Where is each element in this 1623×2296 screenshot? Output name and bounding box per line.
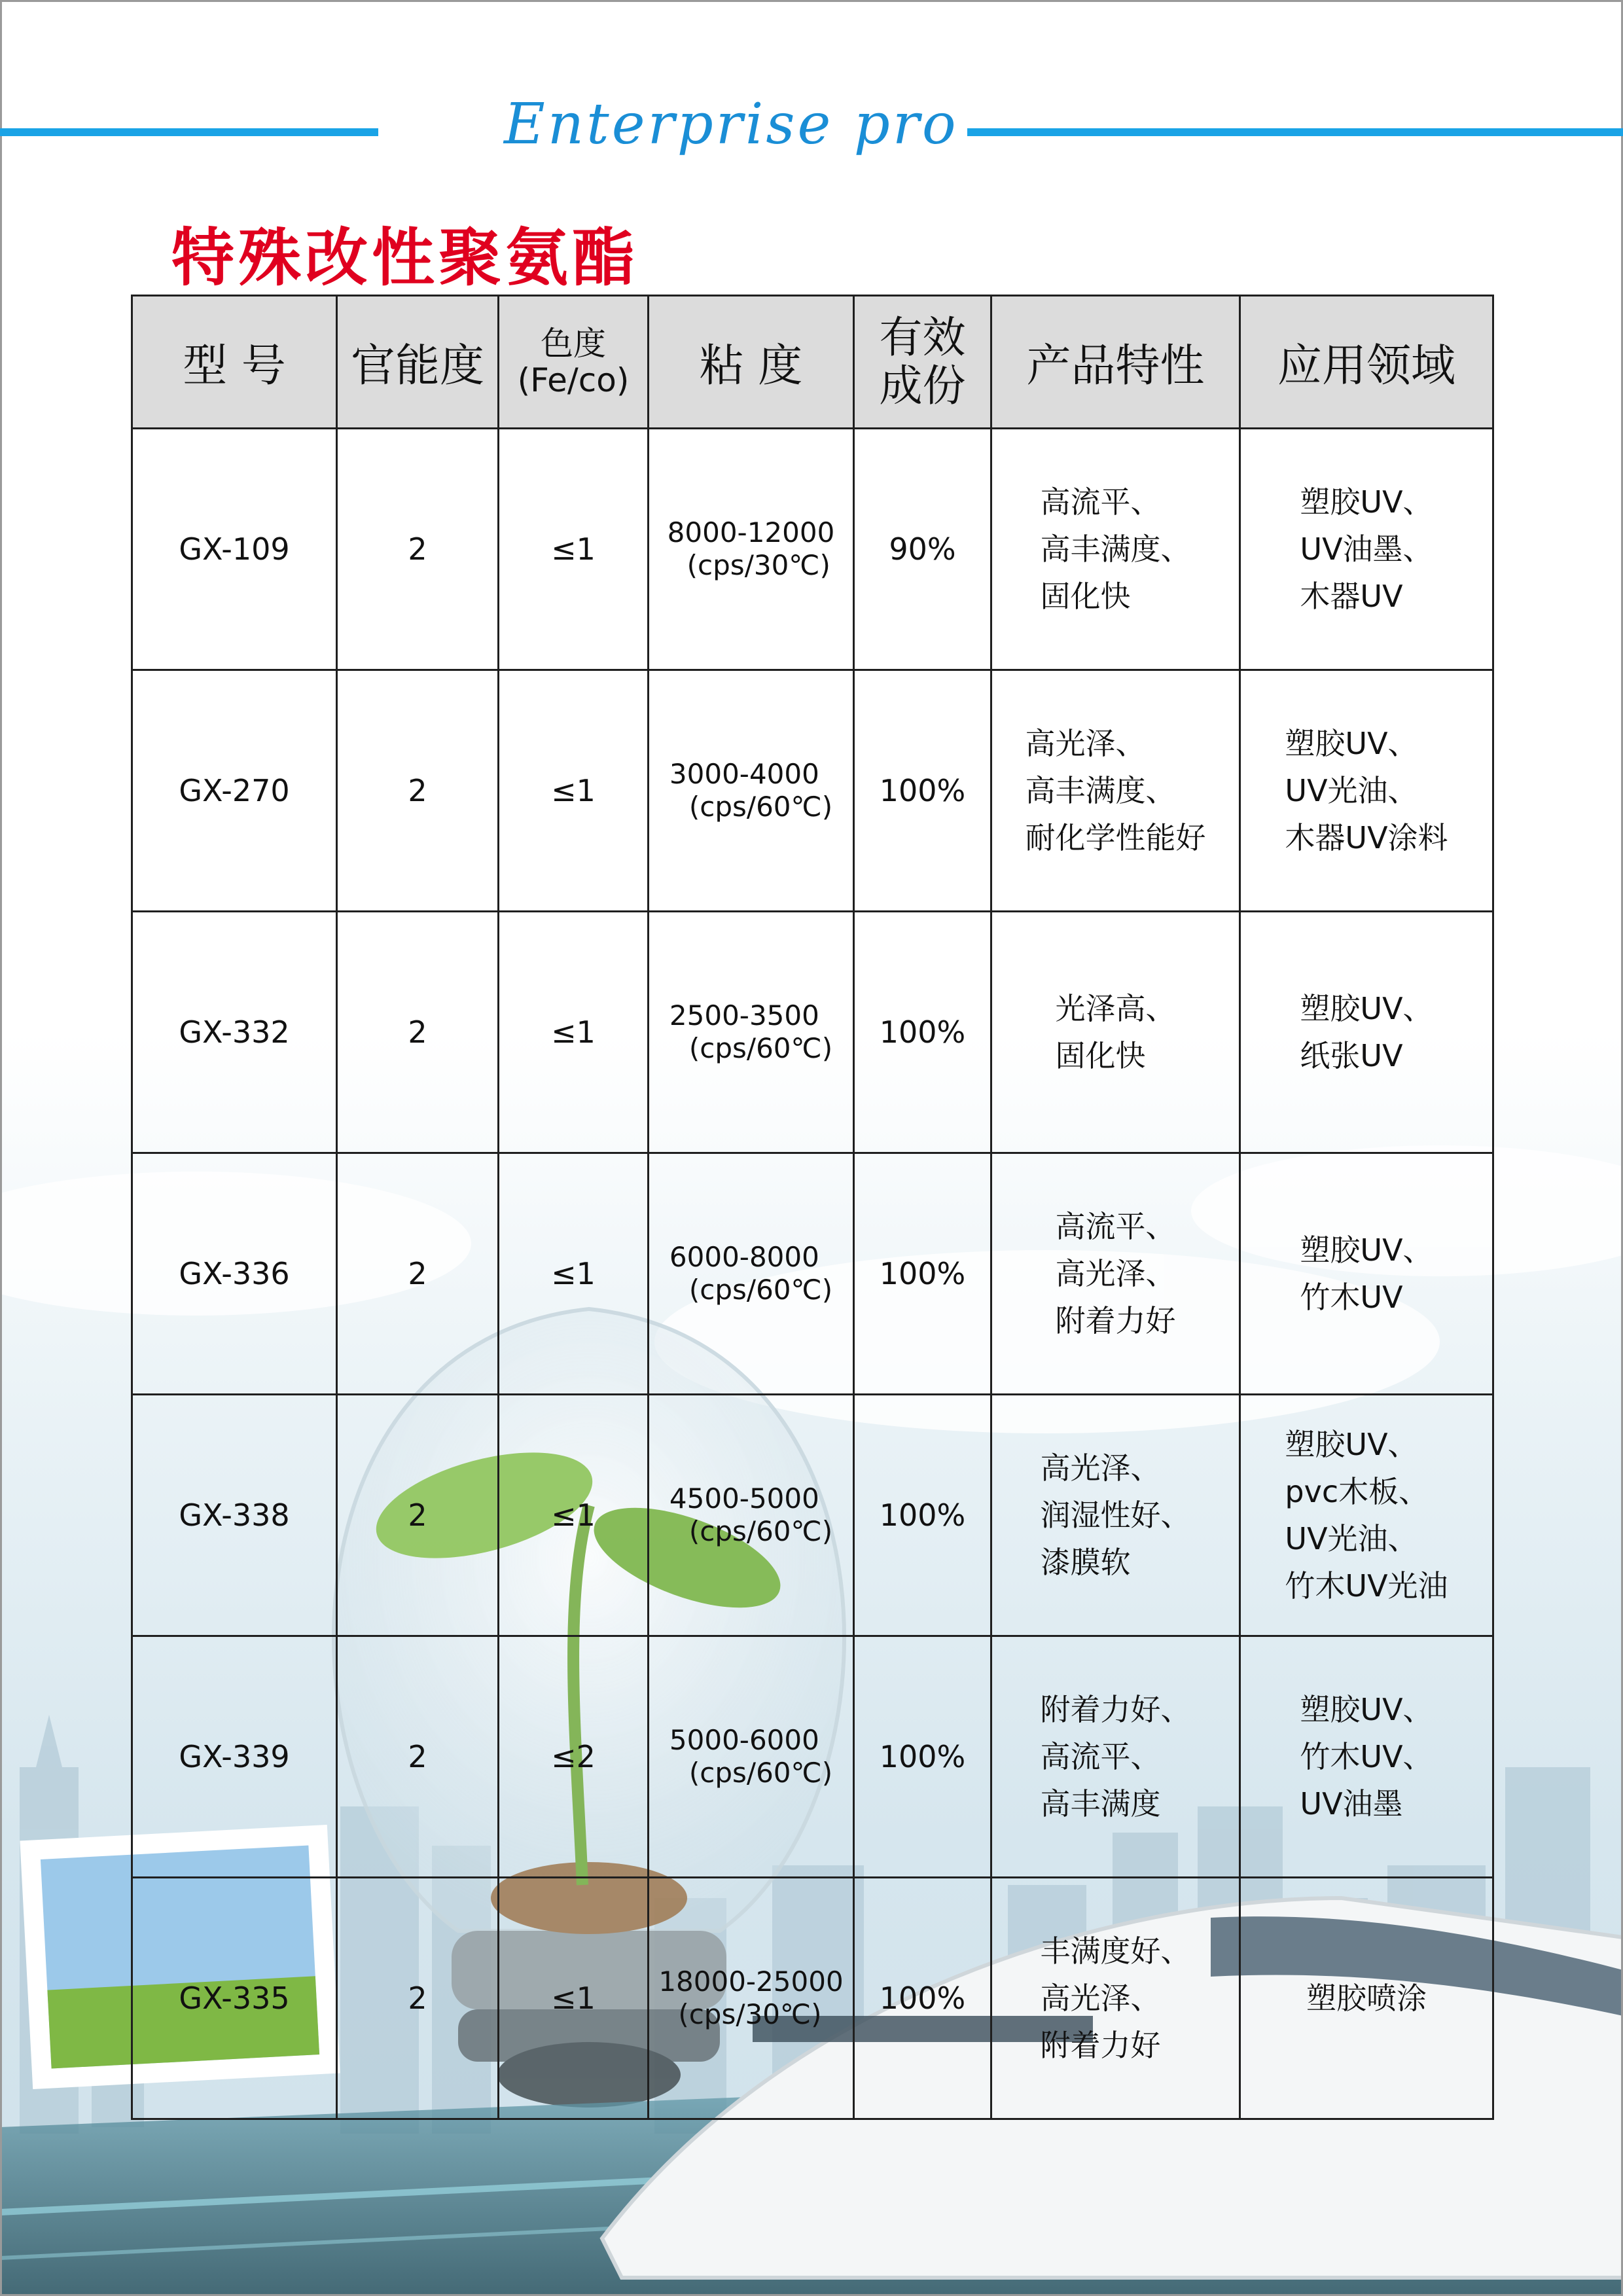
model-cell: GX-109	[132, 429, 337, 670]
viscosity-value-group	[669, 758, 832, 823]
table-row	[132, 1878, 1493, 2119]
applications-cell	[1240, 1878, 1493, 2119]
applications-line: 木器UV涂料	[1285, 820, 1448, 855]
viscosity-cell	[649, 1878, 854, 2119]
features-line: 高光泽、	[1055, 1256, 1176, 1291]
color-cell: ≤1	[499, 429, 649, 670]
viscosity-range: 18000-25000	[658, 1965, 844, 1998]
table-row	[132, 429, 1493, 670]
solid-content-cell: 90%	[854, 429, 991, 670]
viscosity-unit: (cps/60℃)	[688, 1515, 833, 1547]
column-header-solid-line1: 有效	[879, 312, 966, 363]
table-row	[132, 912, 1493, 1153]
functionality-cell: 2	[337, 1153, 499, 1395]
solid-content-cell: 100%	[854, 1636, 991, 1878]
model-cell: GX-335	[132, 1878, 337, 2119]
features-line: 漆膜软	[1040, 1545, 1131, 1580]
viscosity-range: 4500-5000	[669, 1482, 819, 1515]
features-cell-lines	[1026, 720, 1206, 861]
applications-cell-lines	[1306, 1975, 1427, 2022]
features-line: 丰满度好、	[1040, 1933, 1191, 1969]
features-line: 高光泽、	[1040, 1450, 1161, 1486]
features-line: 高流平、	[1055, 1209, 1176, 1244]
column-header-solid-line2: 成份	[879, 361, 966, 411]
features-line: 高丰满度、	[1025, 773, 1176, 808]
solid-content-cell: 100%	[854, 1153, 991, 1395]
table-row	[132, 1153, 1493, 1395]
applications-line: 塑胶UV、	[1300, 1232, 1433, 1268]
features-cell	[991, 1878, 1240, 2119]
color-cell: ≤1	[499, 1878, 649, 2119]
features-line: 高丰满度	[1040, 1786, 1161, 1821]
viscosity-value-group	[668, 516, 835, 582]
applications-line: 竹木UV光油	[1285, 1568, 1448, 1604]
applications-line: 塑胶喷涂	[1306, 1981, 1427, 2016]
viscosity-cell	[649, 1153, 854, 1395]
applications-cell-lines	[1300, 478, 1433, 620]
product-table-wrapper	[131, 295, 1492, 2120]
features-cell	[991, 1153, 1240, 1395]
applications-cell	[1240, 1395, 1493, 1636]
model-cell: GX-336	[132, 1153, 337, 1395]
column-header-color-line2: (Fe/co)	[517, 361, 630, 399]
model-cell: GX-338	[132, 1395, 337, 1636]
applications-line: UV油墨	[1300, 1786, 1403, 1821]
solid-content-cell: 100%	[854, 1878, 991, 2119]
header-rule-right	[967, 128, 1623, 136]
viscosity-value-group	[669, 1724, 832, 1789]
table-row	[132, 1395, 1493, 1636]
solid-content-cell: 100%	[854, 1395, 991, 1636]
color-cell: ≤1	[499, 912, 649, 1153]
model-cell: GX-270	[132, 670, 337, 912]
viscosity-range: 8000-12000	[667, 516, 835, 548]
viscosity-range: 2500-3500	[669, 999, 819, 1031]
functionality-cell: 2	[337, 912, 499, 1153]
solid-content-cell: 100%	[854, 670, 991, 912]
viscosity-unit: (cps/60℃)	[688, 1757, 833, 1789]
viscosity-value-group	[669, 999, 832, 1065]
viscosity-unit: (cps/60℃)	[688, 1274, 833, 1306]
features-cell-lines	[1041, 478, 1191, 620]
applications-cell	[1240, 912, 1493, 1153]
functionality-cell: 2	[337, 429, 499, 670]
applications-line: 竹木UV、	[1300, 1739, 1433, 1774]
color-cell: ≤1	[499, 1153, 649, 1395]
column-header-viscosity: 粘 度	[649, 296, 854, 429]
viscosity-cell	[649, 670, 854, 912]
column-header-color-line1: 色度	[541, 325, 606, 363]
applications-line: 塑胶UV、	[1285, 1427, 1418, 1462]
functionality-cell: 2	[337, 1878, 499, 2119]
features-line: 附着力好	[1055, 1303, 1176, 1338]
features-cell	[991, 1395, 1240, 1636]
features-line: 耐化学性能好	[1025, 820, 1206, 855]
features-cell	[991, 912, 1240, 1153]
features-line: 光泽高、	[1055, 991, 1176, 1026]
features-line: 高光泽、	[1040, 1981, 1161, 2016]
features-cell	[991, 429, 1240, 670]
functionality-cell: 2	[337, 670, 499, 912]
features-cell-lines	[1041, 1444, 1191, 1586]
viscosity-value-group	[658, 1965, 843, 2031]
applications-line: 塑胶UV、	[1285, 726, 1418, 761]
viscosity-cell	[649, 1395, 854, 1636]
applications-cell	[1240, 1153, 1493, 1395]
viscosity-unit: (cps/60℃)	[688, 1032, 833, 1064]
applications-cell	[1240, 670, 1493, 912]
features-line: 固化快	[1055, 1038, 1146, 1073]
column-header-features: 产品特性	[991, 296, 1240, 429]
features-cell	[991, 1636, 1240, 1878]
applications-line: pvc木板、	[1285, 1474, 1429, 1509]
color-cell: ≤2	[499, 1636, 649, 1878]
applications-cell-lines	[1285, 720, 1448, 861]
viscosity-range: 6000-8000	[669, 1241, 819, 1273]
applications-cell-lines	[1300, 1227, 1433, 1321]
features-cell-lines	[1041, 1686, 1191, 1827]
applications-line: 塑胶UV、	[1300, 991, 1433, 1026]
column-header-solid	[854, 296, 991, 429]
features-cell-lines	[1056, 985, 1176, 1079]
applications-cell-lines	[1285, 1421, 1448, 1609]
applications-cell-lines	[1300, 985, 1433, 1079]
applications-line: UV油墨、	[1300, 531, 1433, 567]
viscosity-cell	[649, 429, 854, 670]
features-line: 高光泽、	[1025, 726, 1146, 761]
features-line: 附着力好	[1040, 2028, 1161, 2063]
column-header-functionality: 官能度	[337, 296, 499, 429]
features-line: 高丰满度、	[1040, 531, 1191, 567]
header-script-text: Enterprise pro	[504, 92, 959, 157]
features-line: 高流平、	[1040, 484, 1161, 520]
column-header-applications: 应用领域	[1240, 296, 1493, 429]
viscosity-cell	[649, 1636, 854, 1878]
viscosity-value-group	[669, 1482, 832, 1548]
viscosity-unit: (cps/30℃)	[687, 549, 830, 581]
table-header-row	[132, 296, 1493, 429]
features-line: 附着力好、	[1040, 1692, 1191, 1727]
viscosity-range: 3000-4000	[669, 758, 819, 790]
applications-line: 塑胶UV、	[1300, 1692, 1433, 1727]
applications-cell-lines	[1300, 1686, 1433, 1827]
applications-cell	[1240, 429, 1493, 670]
table-row	[132, 670, 1493, 912]
features-cell-lines	[1056, 1203, 1176, 1344]
functionality-cell: 2	[337, 1395, 499, 1636]
color-cell: ≤1	[499, 670, 649, 912]
model-cell: GX-332	[132, 912, 337, 1153]
features-cell	[991, 670, 1240, 912]
header-rule-left	[0, 128, 378, 136]
solid-content-cell: 100%	[854, 912, 991, 1153]
features-line: 润湿性好、	[1040, 1498, 1191, 1533]
features-line: 高流平、	[1040, 1739, 1161, 1774]
model-cell: GX-339	[132, 1636, 337, 1878]
applications-line: 塑胶UV、	[1300, 484, 1433, 520]
column-header-color	[499, 296, 649, 429]
functionality-cell: 2	[337, 1636, 499, 1878]
applications-line: 木器UV	[1300, 579, 1403, 614]
product-table	[131, 295, 1494, 2120]
applications-line: UV光油、	[1285, 1521, 1418, 1556]
page-title: 特殊改性聚氨酯	[171, 221, 639, 295]
viscosity-range: 5000-6000	[669, 1724, 819, 1756]
features-line: 固化快	[1040, 579, 1131, 614]
viscosity-unit: (cps/30℃)	[678, 1998, 822, 2030]
applications-line: UV光油、	[1285, 773, 1418, 808]
features-cell-lines	[1041, 1928, 1191, 2069]
viscosity-value-group	[669, 1241, 832, 1306]
column-header-model: 型 号	[132, 296, 337, 429]
color-cell: ≤1	[499, 1395, 649, 1636]
viscosity-cell	[649, 912, 854, 1153]
table-row	[132, 1636, 1493, 1878]
viscosity-unit: (cps/60℃)	[688, 791, 833, 823]
applications-cell	[1240, 1636, 1493, 1878]
applications-line: 竹木UV	[1300, 1280, 1403, 1315]
applications-line: 纸张UV	[1300, 1038, 1403, 1073]
